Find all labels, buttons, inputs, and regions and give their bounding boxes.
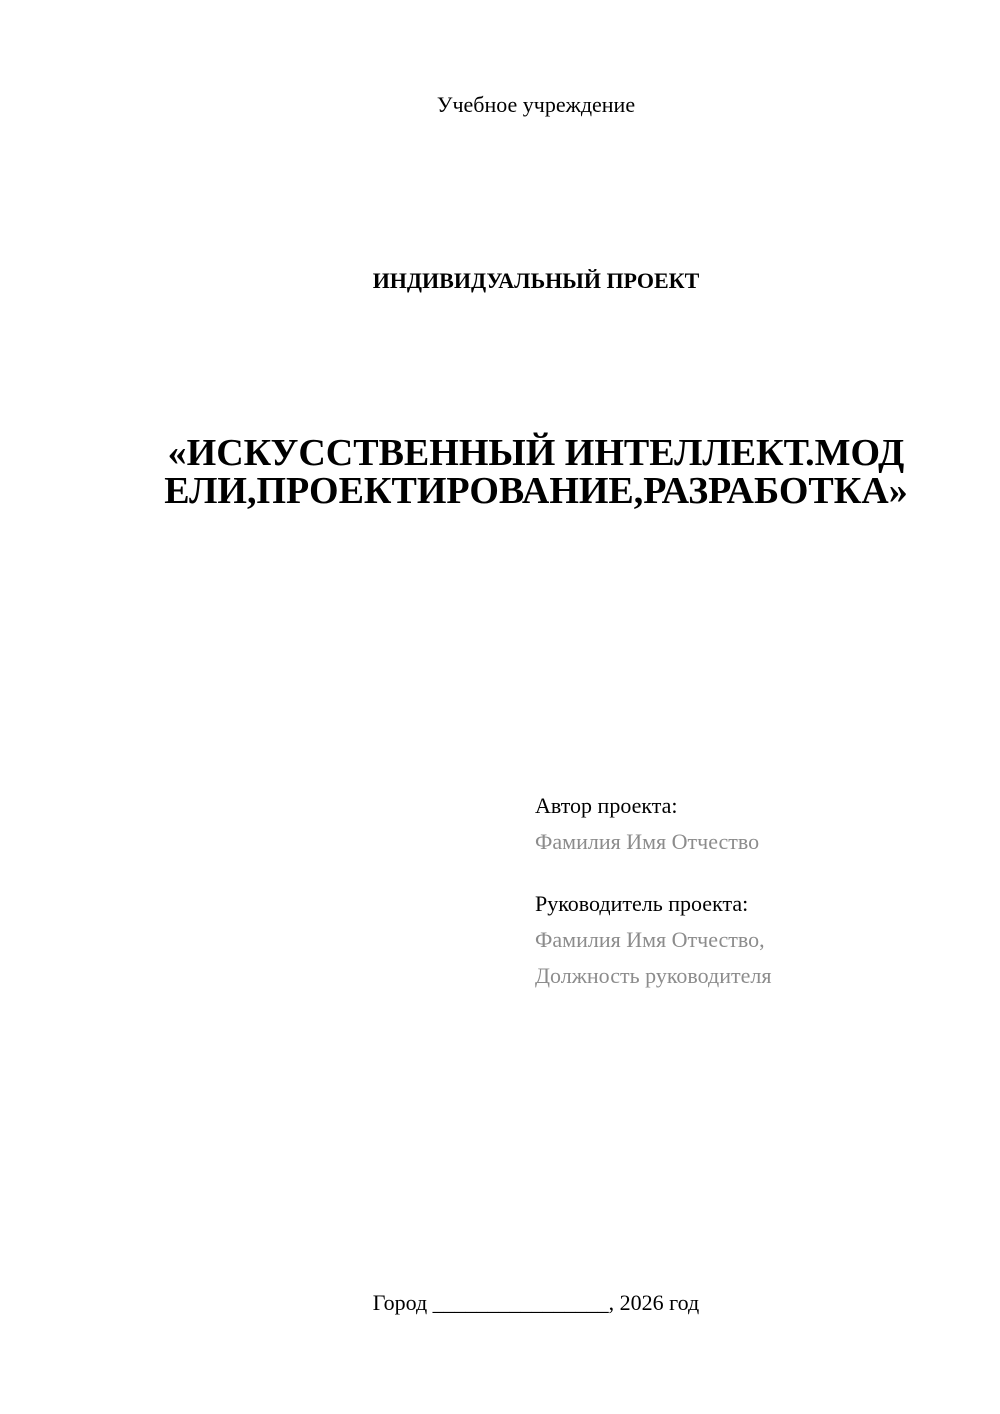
author-name: Фамилия Имя Отчество [535, 829, 760, 854]
supervisor-label: Руководитель проекта: [535, 891, 749, 916]
project-title [150, 434, 922, 510]
supervisor-position: Должность руководителя [535, 963, 772, 988]
credits-spacer [535, 860, 771, 886]
project-title-line-1: «ИСКУССТВЕННЫЙ ИНТЕЛЛЕКТ.МОД [167, 432, 905, 474]
project-title-line-2: ЕЛИ,ПРОЕКТИРОВАНИЕ,РАЗРАБОТКА» [164, 470, 908, 512]
supervisor-name: Фамилия Имя Отчество, [535, 927, 765, 952]
document-type: ИНДИВИДУАЛЬНЫЙ ПРОЕКТ [372, 268, 700, 293]
institution-name: Учебное учреждение [436, 92, 636, 117]
author-label: Автор проекта: [535, 793, 678, 818]
credits-block [535, 788, 771, 994]
city-year-line: Город ________________, 2026 год [372, 1290, 700, 1315]
